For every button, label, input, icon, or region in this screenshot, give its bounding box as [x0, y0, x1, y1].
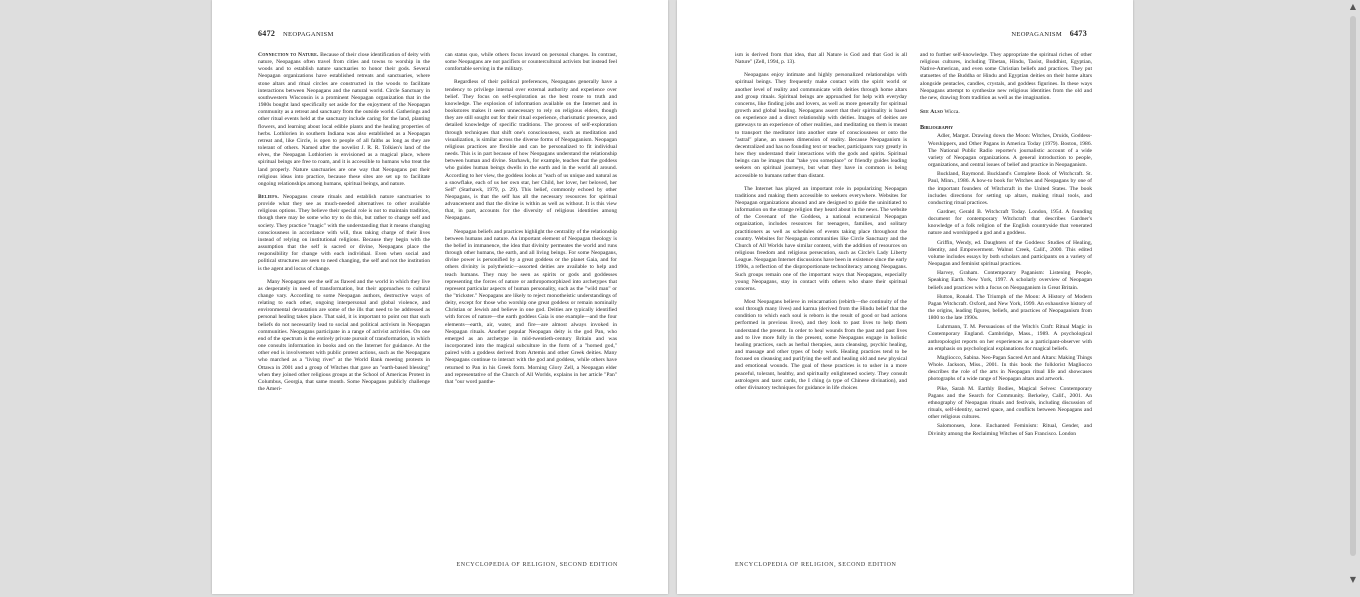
running-head-right [1011, 29, 1087, 38]
right-col1-paragraph [735, 186, 907, 293]
see-also-link[interactable]: Wicca. [944, 109, 960, 116]
left-col1-paragraph [258, 279, 430, 394]
right-col1-paragraph-text: The Internet has played an important role in popularizing Neopagan traditions and making them accessible to seekers everywhere. Websites for Neopagan organizations abound and are designed to guide the uninitiated to information on the strange religion they heard about in the news. The website of the Covenant of the Goddess, a national ecumenical Neopagan organization, includes resources for teenagers, families, and solitary practitioners as well as schedules of events taking place throughout the country. Websites for Neopagan communities like Circle Sanctuary and the Church of All Worlds have similar content, with the addition of resources on religious freedom and religious persecution, such as Circle's Lady Liberty League. Neopagan Internet discussions have been in existence since the early 1990s, a reflection of the disproportionate technoliteracy among Neopagans. Such groups remain one of the important ways that Neopagans, especially young Neopagans, stay in contact with others who share their spiritual concerns. [735, 185, 907, 292]
running-title-left: NEOPAGANISM [283, 31, 334, 38]
left-col2-paragraph [445, 229, 617, 386]
left-col1-paragraph-text: Neopagans create rituals and establish nature sanctuaries to provide what they see as much-needed alternatives to other available religious options. They believe their special role is not to maintain tradition, though there may be some who try to do this, but rather to change self and society. They practice "magic" with the understanding that it means changing consciousness in accordance with will, thus taking charge of their lives instead of relying on institutional religions. Because they begin with the assumption that the self is sacred or divine, Neopagans place the responsibility for change with each individual. Even when social and political structures are seen to need changing, the self and not the institution is the agent and locus of change. [258, 193, 430, 272]
scroll-thumb[interactable] [1350, 16, 1356, 556]
left-page-column-1 [258, 52, 430, 552]
bibliography-heading: Bibliography [920, 124, 954, 132]
right-col2-paragraph [920, 52, 1092, 102]
left-col1-subhead: Connection to Nature. [258, 52, 321, 58]
scroll-up-arrow-icon[interactable]: ▲ [1349, 2, 1357, 11]
right-col2-paragraph-text: and to further self-knowledge. They appropriate the spiritual riches of other religious cultures, including Tibetan, Hindu, Taoist, Buddhist, Egyptian, Native-American, and even some Christian beliefs and practices. They put statuettes of the Buddha or Hindu and Egyptian deities on their home altars alongside pentacles, candles, crystals, and goddess figurines. In these ways Neopagans attempt to synthesize new religious identities from the old and the new, drawing from tradition as well as the imagination. [920, 52, 1092, 101]
left-page-column-2 [445, 52, 617, 552]
right-col1-paragraph-text: Neopagans enjoy intimate and highly personalized relationships with spiritual beings. They frequently make contact with the spirit world or another level of reality and communicate with deities through home altars and group rituals. Spiritual beings are approached for help with everyday concerns, like finding jobs and lovers, as well as more generally for spiritual growth and global healing. Neopagans assert that their spirituality is based on experience and a direct relationship with deities. Images of deities are gateways to an experience of other realities, and meditating on them is meant to transport the meditator into another state of consciousness or onto the "astral" plane, an unseen dimension of reality. Because Neopaganism is decentralized and has no founding text or teacher, participants vary greatly in how they understand their interactions with the gods and spirits. Spiritual beings can be images that "take you someplace" or friendly guides leading seekers on spiritual journeys, but what they have in common is being accessible to humans rather than distant. [735, 72, 907, 179]
page-left [212, 0, 668, 594]
page-number-right: 6473 [1069, 29, 1087, 38]
scroll-down-arrow-icon[interactable]: ▼ [1349, 575, 1357, 584]
left-col1-paragraph-text: Many Neopagans see the self as flawed and the world in which they live as desperately in need of transformation, but their approaches to cultural change vary. According to some Neopagan authors, destructive ways of relating to each other, ongoing interpersonal and global violence, and environmental devastation are some of the ills that need to be addressed as personal healing takes place. That said, it is important to point out that such beliefs do not necessarily lead to social and political activism in Neopagan communities. Neopagans participate in a range of activist activities. On one end of the spectrum is the entirely private pursuit of transformation, in which one consults information in books and on the Internet for guidance. At the other end is involvement with public protest actions, such as the Neopagans who marched as a "living river" at the World Bank meeting protests in Ottawa in 2001 and a group of Witches that gave an "earth-based blessing" when they joined other religious groups at the School of Americas Protest in Columbus, Georgia, that same month. Some Neopagans publicly challenge the Ameri- [258, 278, 430, 393]
bibliography-entry: Salomonsen, Jone. Enchanted Feminism: Ritual, Gender, and Divinity among the Reclaiming Witches of San Francisco. London [928, 423, 1092, 437]
footer-left: ENCYCLOPEDIA OF RELIGION, SECOND EDITION [456, 562, 618, 568]
left-col2-paragraph-text: Neopagan beliefs and practices highlight the centrality of the relationship between humans and nature. An important element of Neopagan theology is the belief in immanence, the idea that divinity permeates the world and runs through other humans, the earth, and all living beings. For some Neopagans, divine power is personified by a great goddess or the planet Gaia, and for others divinity is polytheistic—assorted deities are available to help and teach humans. They may be seen as spirits or gods and goddesses representing the forces of nature or anthropomorphized into archetypes that represent particular aspects of human personality, such as the "wild man" or the "trickster." Neopagans are likely to reject monotheistic understandings of deity, except for those who worship one great goddess or remain nominally Christian or Jewish and believe in one god. Deities are typically identified with forces of nature—the earth goddess Gaia is one example—and the four elements—earth, air, water, and fire—are almost always invoked in Neopagan rituals. Another popular Neopagan deity is the god Pan, who emerged as an archetype in mid-twentieth-century Britain and was incorporated into the magical subculture in the form of a "horned god," paired with a goddess derived from Artemis and other Greek deities. Many Neopagans continue to interact with the god and goddess, while others have returned to Pan in his Greek form. Morning Glory Zell, a Neopagan elder and representative of the Church of All Worlds, explains in her article "Pan" that "our word panthe- [445, 228, 617, 385]
right-col1-paragraph [735, 52, 907, 66]
page-number-left: 6472 [258, 29, 276, 38]
right-col1-paragraph-text: ism is derived from that idea, that all Nature is God and that God is all Nature" (Zell, 1994, p. 13). [735, 52, 907, 66]
page-right [677, 0, 1133, 594]
bibliography-list [920, 133, 1092, 437]
see-also-label: See Also [920, 109, 944, 116]
bibliography-entry: Pike, Sarah M. Earthly Bodies, Magical Selves: Contemporary Pagans and the Search for Community. Berkeley, Calif., 2001. An ethnography of Neopagan rituals and festivals, including discussion of rituals, self-identity, sacred space, and conflicts between Neopagans and other religious cultures. [928, 385, 1092, 421]
bibliography-entry: Buckland, Raymond. Buckland's Complete Book of Witchcraft. St. Paul, Minn., 1986. A how-to book for Witches and Neopagans by one of the important founders of Witchcraft in the United States. The book includes directions for setting up altars, making ritual tools, and conducting ritual practices. [928, 171, 1092, 206]
bibliography-entry: Griffin, Wendy, ed. Daughters of the Goddess: Studies of Healing, Identity, and Empowerment. Walnut Creek, Calif., 2000. This edited volume includes essays by both scholars and participants on a variety of Neopagan and feminist spiritual practices. [928, 239, 1092, 268]
right-col1-paragraph [735, 299, 907, 392]
running-head-left [258, 29, 334, 38]
left-col2-paragraph [445, 52, 617, 73]
left-col1-paragraph [258, 194, 430, 273]
left-col2-paragraph-text: can status quo, while others focus inward on personal changes. In contrast, some Neopagans are not pacifists or countercultural activists but instead feel comfortable serving in the military. [445, 52, 617, 73]
left-col1-subhead: Beliefs. [258, 193, 283, 200]
right-page-column-1 [735, 52, 907, 552]
vertical-scrollbar[interactable] [1346, 0, 1360, 597]
right-page-column-2 [920, 52, 1092, 552]
footer-right: ENCYCLOPEDIA OF RELIGION, SECOND EDITION [735, 562, 897, 568]
right-column-2-text [920, 52, 1092, 102]
left-col2-paragraph [445, 79, 617, 222]
right-col1-paragraph-text: Most Neopagans believe in reincarnation (rebirth—the continuity of the soul through many lives) and karma (derived from the Hindu belief that the condition to which each soul is reborn is the result of good or bad actions performed in previous lives), and they look to past lives to help them understand the present. In order to heal wounds from the past and past lives and to live more fully in the present, some Neopagans engage in holistic healing practices, such as herbal therapies, aura cleansing, psychic healing, and massage and other types of body work. Healing practices tend to be focused on cleansing and purifying the self and healing old and new physical and emotional wounds. The goal of these practices is to usher in a more peaceful, tolerant, healthy, and spiritually enlightened society. They consult astrologers and tarot cards, the I ching (a type of Chinese divination), and other divinatory techniques for guidance in life choices [735, 299, 907, 391]
left-col1-paragraph [258, 52, 430, 188]
left-col2-paragraph-text: Regardless of their political preferences, Neopagans generally have a tendency to privilege internal over external authority and experience over belief. They focus on self-exploration as the best route to truth and knowledge. The explosion of information available on the Internet and in bookstores makes it seem unnecessary to rely on religious elders, though they are still sought out for their ritual experience, charismatic presence, and detailed knowledge of specific traditions. The process of self-exploration through techniques that shift one's consciousness, such as meditation and visualization, is similar across the diverse forms of Neopaganism. Neopagan religious practices are flexible and can be personalized to fit individual needs. This is in part because of how Neopagans understand the relationship between human and divine. Starhawk, for example, teaches that the goddess who guides human beings dwells in the earth and in the world all around. According to her view, the goddess looks at "each of us unique and natural as a snowflake, each of us her own star, her Child, her lover, her beloved, her Self" (Starhawk, 1979, p. 29). This belief, commonly echoed by other Neopagans, is that the self has all the necessary resources for spiritual advancement and that the divine is within as well as without. It is this view that, in part, accounts for the diversity of religious identities among Neopagans. [445, 79, 617, 222]
bibliography-entry: Luhrmann, T. M. Persuasions of the Witch's Craft: Ritual Magic in Contemporary England. Cambridge, Mass., 1989. A psychological anthropologist reports on her experiences as a participant-observer with an emphasis on psychological explanations for magical beliefs. [928, 324, 1092, 352]
right-col1-paragraph [735, 72, 907, 179]
bibliography-entry: Harvey, Graham. Contemporary Paganism: Listening People, Speaking Earth. New York, 1997. A scholarly overview of Neopagan beliefs and practices with a focus on Neopaganism in Great Britain. [928, 270, 1092, 291]
running-title-right: NEOPAGANISM [1011, 31, 1062, 38]
bibliography-entry: Magliocco, Sabina. Neo-Pagan Sacred Art and Altars: Making Things Whole. Jackson, Miss., 2001. In this book the folklorist Magliocco describes the role of the arts in Neopagan ritual life and showcases photographs of a wide range of Neopagan altars and artwork. [928, 354, 1092, 383]
bibliography-entry: Hutton, Ronald. The Triumph of the Moon: A History of Modern Pagan Witchcraft. Oxford, and New York, 1999. An exhaustive history of the origins, leading figures, beliefs, and practices of Neopaganism from 1800 to the late 1990s. [928, 293, 1092, 322]
bibliography-entry: Adler, Margot. Drawing down the Moon: Witches, Druids, Goddess-Worshippers, and Other Pagans in America Today (1979). Boston, 1986. The National Public Radio reporter's journalistic account of a wide variety of Neopagan organizations. A general introduction to people, organizations, and central issues of belief and practice in Neopaganism. [928, 133, 1092, 169]
bibliography-entry: Gardner, Gerald B. Witchcraft Today. London, 1954. A founding document for contemporary Witchcraft that describes Gardner's knowledge of a folk religion of the English countryside that venerated nature and worshipped a god and a goddess. [928, 208, 1092, 237]
left-col1-paragraph-text: Because of their close identification of deity with nature, Neopagans often travel from cities and towns to worship in the woods and to establish nature sanctuaries to honor their gods. Several Neopagan organizations have established retreats and sanctuaries, where stone altars and ritual circles are constructed in the woods to facilitate interactions between Neopagans and the natural world. Circle Sanctuary in southwestern Wisconsin is a prominent Neopagan organization that in the 1980s bought land specifically set aside for the enjoyment of the Neopagan community as a retreat and sanctuary from the outside world. Gatherings and other ritual events held at the sanctuary include caring for the land, planting flowers, and learning about local edible plants and the healing properties of herbs. Lothlorien in southern Indiana was also established as a Neopagan retreat and, like Circle, is open to people of all faiths as long as they are tolerant of others. Named after the novelist J. R. R. Tolkien's land of the elves, the Neopagan Lothlorien is envisioned as a magical place, where spiritual beings are free to roam, and it is accessible to humans who treat the land properly. Nature sanctuaries are one way that Neopagans put their religious ideas into practice, because these sites are set up to facilitate ongoing relationships among humans, spiritual beings, and nature. [258, 52, 430, 187]
see-also [920, 109, 1092, 116]
